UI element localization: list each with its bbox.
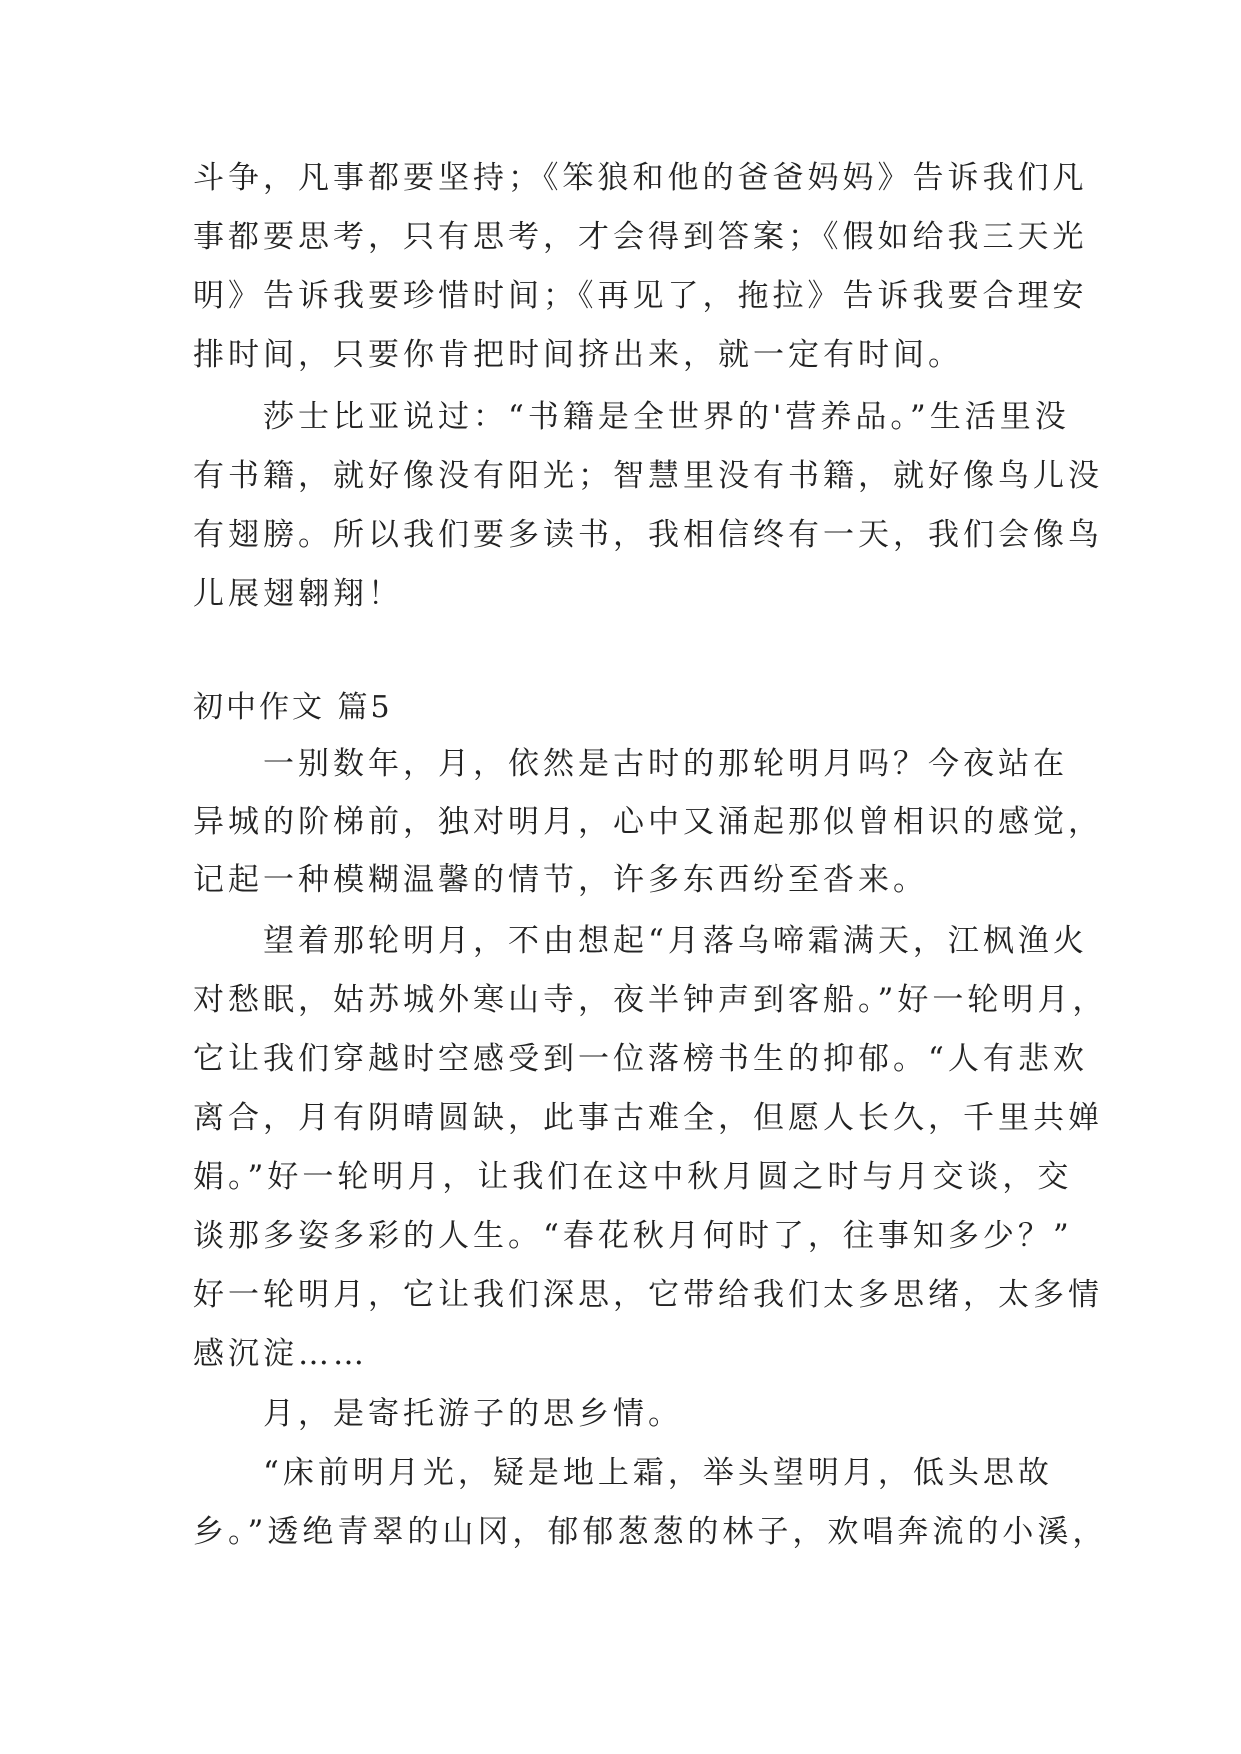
paragraph-line: 有翅膀。所以我们要多读书，我相信终有一天，我们会像鸟 [193, 517, 1103, 553]
paragraph-line: 望着那轮明月，不由想起“月落乌啼霜满天，江枫渔火 [193, 923, 1088, 959]
section-heading: 初中作文 篇5 [193, 690, 393, 725]
paragraph-line: 月，是寄托游子的思乡情。 [193, 1396, 683, 1432]
paragraph-line: 好一轮明月，它让我们深思，它带给我们太多思绪，太多情 [193, 1277, 1103, 1313]
paragraph-line: 事都要思考，只有思考，才会得到答案；《假如给我三天光 [193, 219, 1088, 255]
paragraph-line: 排时间，只要你肯把时间挤出来，就一定有时间。 [193, 337, 963, 373]
paragraph-line: 莎士比亚说过：“书籍是全世界的'营养品。”生活里没 [193, 399, 1070, 435]
paragraph-line: 谈那多姿多彩的人生。“春花秋月何时了，往事知多少？” [193, 1218, 1073, 1254]
paragraph-line: 记起一种模糊温馨的情节，许多东西纷至沓来。 [193, 862, 928, 898]
paragraph-line: 感沉淀…… [193, 1336, 368, 1372]
paragraph-line: 对愁眠，姑苏城外寒山寺，夜半钟声到客船。”好一轮明月， [193, 982, 1108, 1018]
paragraph-line: 娟。”好一轮明月，让我们在这中秋月圆之时与月交谈，交 [193, 1159, 1073, 1195]
paragraph-line: 一别数年，月，依然是古时的那轮明月吗？今夜站在 [193, 746, 1068, 782]
paragraph-line: 儿展翅翱翔！ [193, 576, 403, 612]
paragraph-line: 明》告诉我要珍惜时间；《再见了，拖拉》告诉我要合理安 [193, 278, 1088, 314]
paragraph-line: 斗争，凡事都要坚持；《笨狼和他的爸爸妈妈》告诉我们凡 [193, 160, 1088, 196]
paragraph-line: 有书籍，就好像没有阳光；智慧里没有书籍，就好像鸟儿没 [193, 458, 1103, 494]
paragraph-line: 它让我们穿越时空感受到一位落榜书生的抑郁。“人有悲欢 [193, 1041, 1088, 1077]
paragraph-line: 乡。”透绝青翠的山冈，郁郁葱葱的林子，欢唱奔流的小溪， [193, 1514, 1108, 1550]
paragraph-line: 离合，月有阴晴圆缺，此事古难全，但愿人长久，千里共婵 [193, 1100, 1103, 1136]
paragraph-line: “床前明月光，疑是地上霜，举头望明月，低头思故 [193, 1455, 1053, 1491]
paragraph-line: 异城的阶梯前，独对明月，心中又涌起那似曾相识的感觉， [193, 804, 1103, 840]
